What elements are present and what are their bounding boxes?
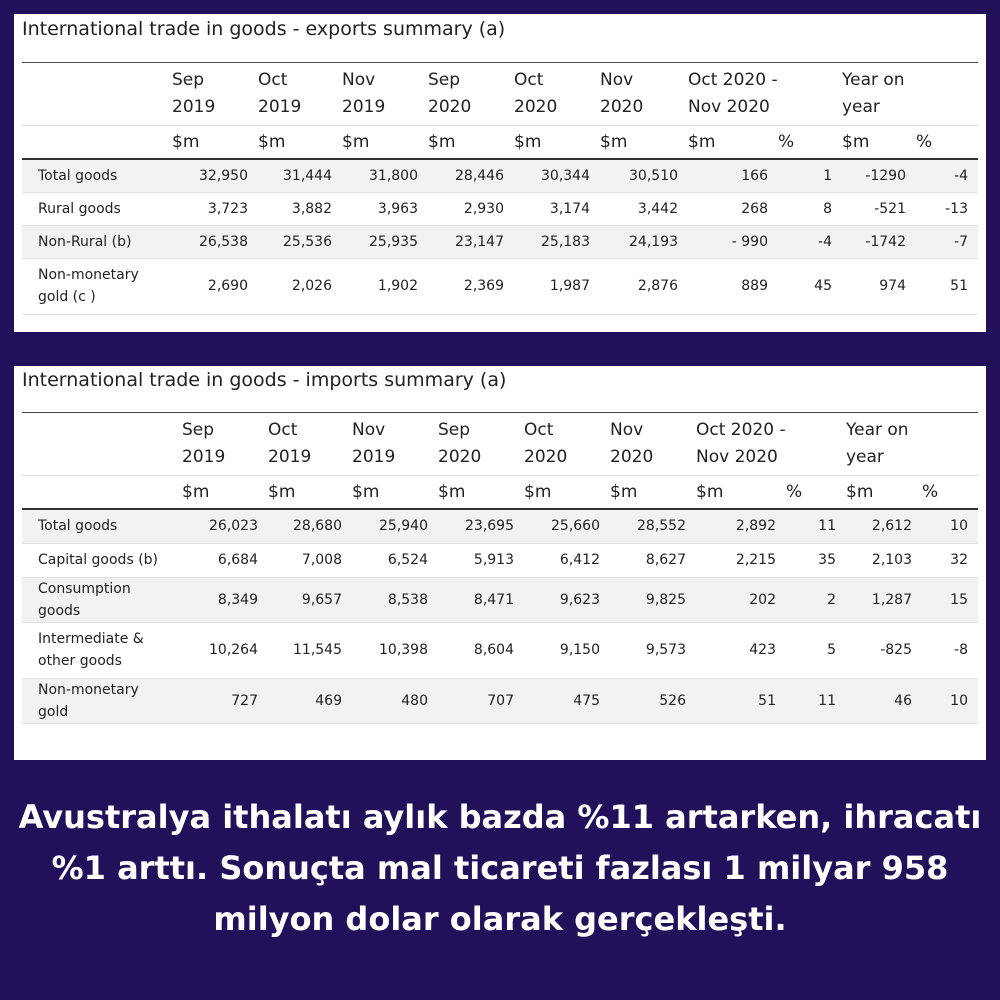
table-cell: 9,825: [610, 577, 696, 622]
header-row-units: [22, 126, 978, 160]
row-label: Rural goods: [22, 192, 172, 225]
table-cell: 9,657: [268, 577, 352, 622]
table-cell: 469: [268, 678, 352, 723]
column-header: Nov 2019: [352, 413, 438, 476]
table-cell: 30,510: [600, 159, 688, 192]
table-row: [22, 258, 978, 314]
unit-header: $m: [842, 126, 916, 160]
column-header: Oct 2019: [268, 413, 352, 476]
table-cell: 3,963: [342, 192, 428, 225]
unit-header: $m: [352, 476, 438, 510]
table-cell: 8,471: [438, 577, 524, 622]
unit-header: [22, 126, 172, 160]
imports-table-title: International trade in goods - imports summary (a): [22, 369, 507, 391]
table-cell: 25,940: [352, 509, 438, 543]
table-cell: 32: [922, 543, 978, 577]
unit-header: $m: [514, 126, 600, 160]
table-cell: 1,987: [514, 258, 600, 314]
header-row-units: [22, 476, 978, 510]
column-header: [778, 63, 842, 126]
table-cell: 35: [786, 543, 846, 577]
table-cell: 707: [438, 678, 524, 723]
table-cell: 31,444: [258, 159, 342, 192]
table-row: [22, 159, 978, 192]
column-header: Oct 2020: [524, 413, 610, 476]
column-header: [22, 63, 172, 126]
unit-header: $m: [342, 126, 428, 160]
table-cell: 526: [610, 678, 696, 723]
caption-text: Avustralya ithalatı aylık bazda %11 artarken, ihracatı %1 arttı. Sonuçta mal ticareti fazlası 1 milyar 958 milyon dolar olarak gerçekleşti.: [18, 798, 982, 938]
table-cell: 3,882: [258, 192, 342, 225]
column-header: Oct 2020: [514, 63, 600, 126]
column-header: Sep 2019: [182, 413, 268, 476]
table-cell: 30,344: [514, 159, 600, 192]
column-header: Nov 2020: [610, 413, 696, 476]
unit-header: %: [922, 476, 978, 510]
unit-header: $m: [610, 476, 696, 510]
table-cell: -4: [778, 225, 842, 258]
table-cell: 6,684: [182, 543, 268, 577]
row-label: Non-monetary gold (c ): [22, 258, 172, 314]
table-cell: 2,369: [428, 258, 514, 314]
table-row: [22, 225, 978, 258]
row-label: Total goods: [22, 509, 182, 543]
row-label: Non-Rural (b): [22, 225, 172, 258]
unit-header: $m: [524, 476, 610, 510]
table-cell: 2,892: [696, 509, 786, 543]
table-cell: 28,680: [268, 509, 352, 543]
table-cell: 2,690: [172, 258, 258, 314]
column-header: Oct 2020 - Nov 2020: [696, 413, 786, 476]
table-cell: 10,264: [182, 622, 268, 678]
table-cell: 51: [696, 678, 786, 723]
table-cell: 727: [182, 678, 268, 723]
column-header: Sep 2019: [172, 63, 258, 126]
table-row: [22, 577, 978, 622]
table-cell: 46: [846, 678, 922, 723]
table-cell: 10,398: [352, 622, 438, 678]
imports-summary-panel: [14, 366, 986, 760]
column-header: [922, 413, 978, 476]
table-cell: 423: [696, 622, 786, 678]
row-label: Non-monetary gold: [22, 678, 182, 723]
column-header: Oct 2019: [258, 63, 342, 126]
unit-header: $m: [182, 476, 268, 510]
table-cell: 1,287: [846, 577, 922, 622]
table-cell: 25,660: [524, 509, 610, 543]
table-cell: 475: [524, 678, 610, 723]
table-row: [22, 192, 978, 225]
unit-header: [22, 476, 182, 510]
table-cell: 166: [688, 159, 778, 192]
table-cell: 26,538: [172, 225, 258, 258]
table-cell: 25,183: [514, 225, 600, 258]
table-cell: 8,604: [438, 622, 524, 678]
table-cell: 11,545: [268, 622, 352, 678]
table-cell: 24,193: [600, 225, 688, 258]
unit-header: %: [786, 476, 846, 510]
table-cell: 3,174: [514, 192, 600, 225]
table-cell: -521: [842, 192, 916, 225]
table-cell: 23,147: [428, 225, 514, 258]
table-cell: -1742: [842, 225, 916, 258]
table-cell: 23,695: [438, 509, 524, 543]
table-cell: 32,950: [172, 159, 258, 192]
table-cell: 8,349: [182, 577, 268, 622]
table-cell: 9,623: [524, 577, 610, 622]
table-cell: 26,023: [182, 509, 268, 543]
table-cell: 3,723: [172, 192, 258, 225]
table-cell: 15: [922, 577, 978, 622]
table-cell: 25,536: [258, 225, 342, 258]
unit-header: $m: [258, 126, 342, 160]
table-row: [22, 543, 978, 577]
unit-header: $m: [268, 476, 352, 510]
table-cell: 2,930: [428, 192, 514, 225]
table-cell: 28,552: [610, 509, 696, 543]
exports-summary-table: [22, 62, 978, 315]
column-header: [916, 63, 978, 126]
table-cell: 2,612: [846, 509, 922, 543]
table-cell: 889: [688, 258, 778, 314]
table-cell: 8,627: [610, 543, 696, 577]
row-label: Total goods: [22, 159, 172, 192]
row-label: Consumption goods: [22, 577, 182, 622]
column-header: Sep 2020: [438, 413, 524, 476]
table-cell: 45: [778, 258, 842, 314]
table-cell: 3,442: [600, 192, 688, 225]
table-cell: 1,902: [342, 258, 428, 314]
table-cell: -13: [916, 192, 978, 225]
imports-summary-table: [22, 412, 978, 724]
unit-header: $m: [172, 126, 258, 160]
table-row: [22, 509, 978, 543]
table-cell: 9,573: [610, 622, 696, 678]
unit-header: $m: [428, 126, 514, 160]
table-cell: -7: [916, 225, 978, 258]
table-cell: 2,876: [600, 258, 688, 314]
table-cell: 11: [786, 509, 846, 543]
column-header: Year on year: [842, 63, 916, 126]
table-cell: 8: [778, 192, 842, 225]
unit-header: $m: [688, 126, 778, 160]
table-cell: 202: [696, 577, 786, 622]
unit-header: $m: [846, 476, 922, 510]
header-row-periods: [22, 63, 978, 126]
table-cell: 6,412: [524, 543, 610, 577]
column-header: Year on year: [846, 413, 922, 476]
header-row-periods: [22, 413, 978, 476]
table-cell: 31,800: [342, 159, 428, 192]
column-header: [22, 413, 182, 476]
table-cell: 1: [778, 159, 842, 192]
table-cell: -1290: [842, 159, 916, 192]
column-header: Nov 2019: [342, 63, 428, 126]
table-cell: 9,150: [524, 622, 610, 678]
unit-header: %: [778, 126, 842, 160]
unit-header: $m: [438, 476, 524, 510]
table-cell: -8: [922, 622, 978, 678]
table-cell: -825: [846, 622, 922, 678]
table-cell: 2,215: [696, 543, 786, 577]
unit-header: %: [916, 126, 978, 160]
table-cell: 7,008: [268, 543, 352, 577]
unit-header: $m: [696, 476, 786, 510]
table-cell: 28,446: [428, 159, 514, 192]
table-cell: 6,524: [352, 543, 438, 577]
table-cell: -4: [916, 159, 978, 192]
table-cell: 2,103: [846, 543, 922, 577]
table-cell: 8,538: [352, 577, 438, 622]
row-label: Intermediate & other goods: [22, 622, 182, 678]
table-cell: 51: [916, 258, 978, 314]
exports-table-title: International trade in goods - exports summary (a): [22, 18, 506, 40]
table-cell: 974: [842, 258, 916, 314]
table-cell: 268: [688, 192, 778, 225]
table-row: [22, 622, 978, 678]
table-cell: 10: [922, 509, 978, 543]
exports-summary-panel: [14, 14, 986, 332]
column-header: Sep 2020: [428, 63, 514, 126]
table-cell: 10: [922, 678, 978, 723]
table-cell: - 990: [688, 225, 778, 258]
table-row: [22, 678, 978, 723]
table-cell: 2,026: [258, 258, 342, 314]
table-cell: 5: [786, 622, 846, 678]
unit-header: $m: [600, 126, 688, 160]
column-header: [786, 413, 846, 476]
table-cell: 25,935: [342, 225, 428, 258]
column-header: Nov 2020: [600, 63, 688, 126]
table-cell: 480: [352, 678, 438, 723]
table-cell: 2: [786, 577, 846, 622]
table-cell: 11: [786, 678, 846, 723]
row-label: Capital goods (b): [22, 543, 182, 577]
table-cell: 5,913: [438, 543, 524, 577]
column-header: Oct 2020 - Nov 2020: [688, 63, 778, 126]
